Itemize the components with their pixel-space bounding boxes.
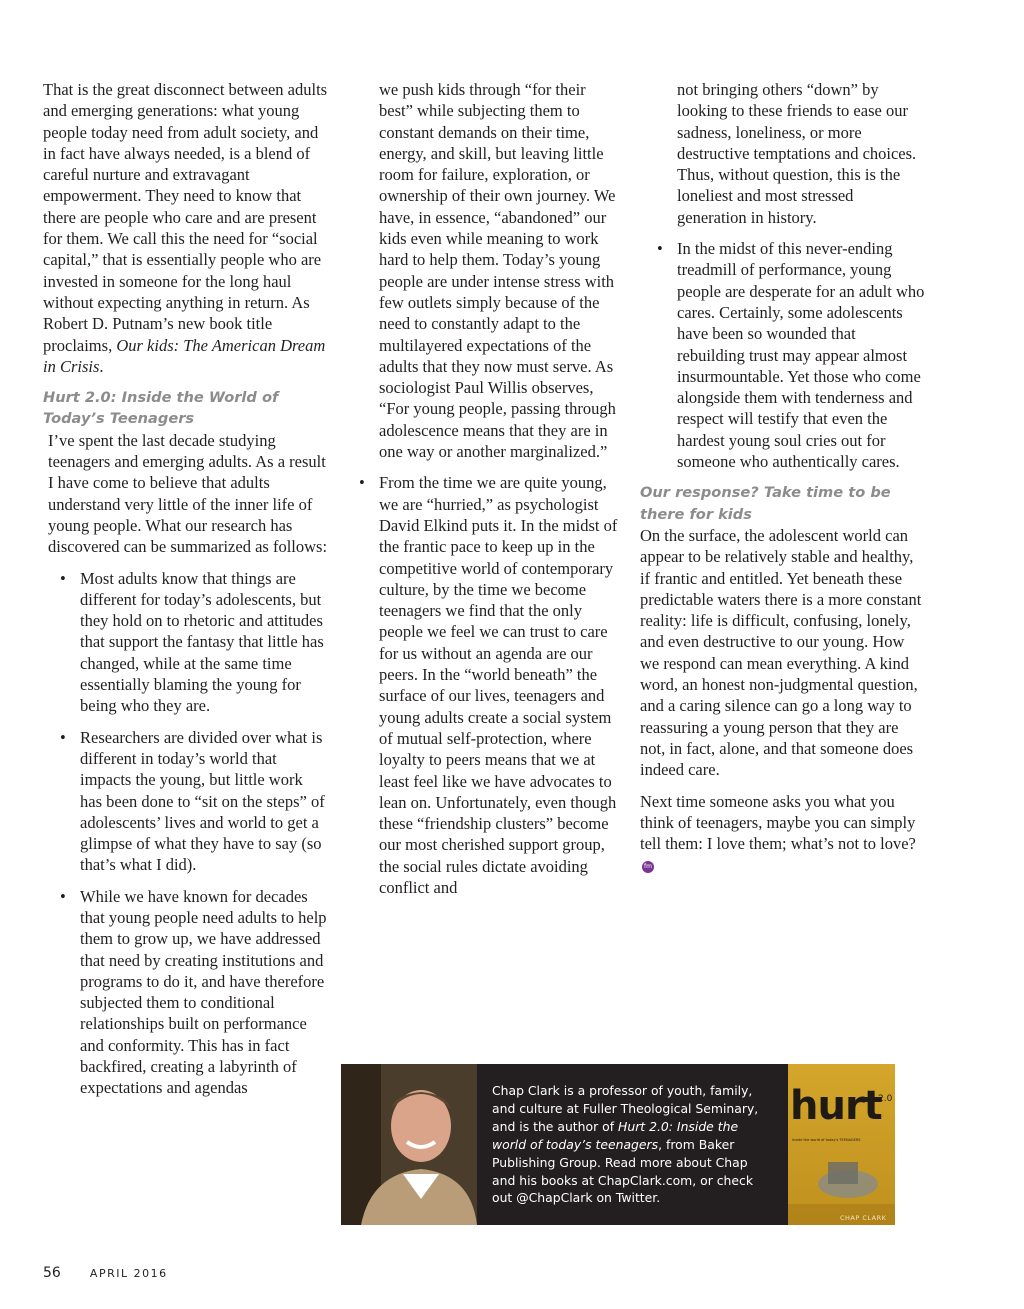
- end-mark-icon: fm: [642, 861, 654, 873]
- page-number: 56: [43, 1265, 61, 1281]
- paragraph: we push kids through “for their best” while subjecting them to constant demands on their time, energy, and skill, but leaving little room for failure, exploration, or ownership of their own journey. We have, in essence, “abandoned” our kids even while meaning to work hard to help them. Today’s young people are under intense stress with few outlets simply because of the need to constantly adapt to the multilayered expectations of the adults that they now must serve. As sociologist Paul Willis observes, “For young people, passing through adolescence means that they are in one way or another marginalized.”: [379, 80, 616, 462]
- paragraph: On the surface, the adolescent world can appear to be relatively stable and healthy, if frantic and entitled. Yet beneath these predictable waters there is a more constant reality: life is difficult, confusing, lonely, and even destructive to our young. How we respond can mean everything. A kind word, an honest non-judgmental question, and a caring silence can go a long way to reassuring a young person that they are not, in fact, alone, and that someone does indeed care.: [640, 525, 922, 780]
- book-title-reference: Hurt 2.0: Inside the world of today’s teenagers: [492, 1118, 739, 1152]
- list-item: • From the time we are quite young, we are “hurried,” as psychologist David Elkind puts it. In the midst of the frantic pace to keep up in the competitive world of contemporary culture, by the time we become teenagers we find that the only people we feel we can trust to care for us without an agenda are our peers. In the “world beneath” the surface of our lives, teenagers and young adults create a social system of mutual self-protection, where loyalty to peers means that we at least feel like we have advocates to lean on. Unfortunately, even though these “friendship clusters” become our most cherished support group, the social rules dictate avoiding conflict and: [379, 472, 621, 898]
- book-cover: [788, 1064, 895, 1225]
- book-cover-subtitle: inside the world of today's TEENAGERS: [792, 1138, 861, 1142]
- author-bio-box: [341, 1064, 895, 1225]
- book-cover-figure: [788, 1064, 895, 1225]
- author-bio-text: Chap Clark is a professor of youth, family, and culture at Fuller Theological Seminary, and is the author of Hurt 2.0: Inside the world of today’s teenagers, from Baker Publishing Group. Read more about Chap and his books at ChapClark.com, or check out @ChapClark on Twitter.: [492, 1083, 759, 1206]
- article-column-2: [359, 79, 621, 908]
- page-footer: [43, 1262, 168, 1281]
- paragraph: I’ve spent the last decade studying teenagers and emerging adults. As a result I have come to believe that adults understand very little of the inner life of young people. What our research has discovered can be summarized as follows:: [48, 430, 328, 557]
- bullet-list: [359, 472, 621, 898]
- list-item: • Researchers are divided over what is different in today’s world that impacts the young, but little work has been done to “sit on the steps” of adolescents’ lives and world to get a glimpse of what they have to say (so that’s what I did).: [80, 727, 328, 876]
- author-photo: [341, 1064, 477, 1225]
- book-title-reference: Our kids: The American Dream in Crisis: [43, 335, 326, 376]
- section-heading: Our response? Take time to be there for kids: [640, 484, 891, 523]
- book-cover-version: 2.0: [878, 1094, 893, 1104]
- author-portrait-illustration: [341, 1064, 477, 1225]
- article-column-1: [43, 79, 328, 1109]
- paragraph: not bringing others “down” by looking to these friends to ease our sadness, loneliness, or more destructive temptations and choices. Thus, without question, this is the loneliest and most stressed generation in history.: [677, 80, 917, 227]
- paragraph: Next time someone asks you what you think of teenagers, maybe you can simply tell them: I love them; what’s not to love?fm: [640, 791, 925, 876]
- section-heading: Hurt 2.0: Inside the World of Today’s Teenagers: [43, 389, 279, 428]
- list-item: • While we have known for decades that young people need adults to help them to grow up, we have addressed that need by creating institutions and programs to do it, and have therefore subjected them to conditional relationships built on performance and conformity. This has in fact backfired, creating a labyrinth of expectations and agendas: [80, 886, 328, 1099]
- issue-date: APRIL 2016: [89, 1267, 168, 1280]
- list-item: • In the midst of this never-ending treadmill of performance, young people are desperate for an adult who cares. Certainly, some adolescents have been so wounded that rebuilding trust may appear almost insurmountable. Yet those who come alongside them with tenderness and respect will testify that even the hardest young soul cries out for someone who authentically cares.: [677, 238, 925, 472]
- book-cover-title: hurt: [790, 1083, 882, 1129]
- article-column-3: [640, 79, 925, 886]
- book-cover-author: CHAP CLARK: [840, 1214, 887, 1222]
- bullet-list: [640, 238, 925, 472]
- paragraph: That is the great disconnect between adults and emerging generations: what young people today need from adult society, and in fact have always needed, is a blend of careful nurture and extravagant empowerment. They need to know that there are people who care and are present for them. We call this the need for “social capital,” that is essentially people who are invested in someone for the long haul without expecting anything in return. As Robert D. Putnam’s new book title proclaims, Our kids: The American Dream in Crisis.: [43, 80, 328, 376]
- list-item: • Most adults know that things are different for today’s adolescents, but they hold on to rhetoric and attitudes that support the fantasy that little has changed, while at the same time essentially blaming the young for being who they are.: [80, 568, 328, 717]
- bullet-list: [43, 568, 328, 1099]
